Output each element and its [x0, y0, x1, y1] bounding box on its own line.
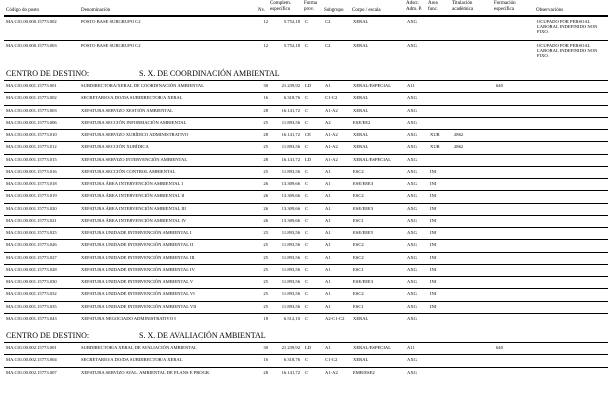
- cell-nv: 28: [263, 156, 268, 162]
- row-divider: [4, 203, 608, 204]
- cell-sub: A1: [325, 266, 331, 272]
- header-complem-especifico: Complem. específico: [270, 1, 291, 12]
- row-divider: [4, 16, 608, 17]
- cell-forma: C: [305, 107, 309, 113]
- cell-code: MA.C01.00.001.15773.002: [6, 95, 57, 101]
- cell-name: SUBDIRECTOR/A XERAL DE AVALIACIÓN AMBIENTAL: [81, 345, 197, 350]
- row-divider: [4, 141, 608, 142]
- cell-adscr: AXG: [407, 95, 417, 101]
- cell-code: MA.C01.00.001.15773.001: [6, 83, 57, 88]
- cell-name: XEFATURA NEGOCIADO ADMINISTRATIVO I: [81, 315, 176, 321]
- cell-area: XUR: [430, 144, 440, 150]
- cell-area: INI: [430, 217, 437, 223]
- cell-corpo: ESC1: [353, 266, 364, 272]
- cell-forma: C: [305, 217, 309, 223]
- cell-nv: 25: [263, 119, 268, 125]
- cell-comp: 13.309,66: [281, 205, 300, 211]
- cell-code: MA.C01.00.001.15773.003: [6, 107, 57, 113]
- cell-adscr: AXG: [407, 291, 417, 297]
- cell-adscr: AXG: [407, 315, 417, 321]
- cell-comp: 21.239,92: [281, 83, 300, 88]
- row-divider: [4, 342, 608, 343]
- row-divider: [4, 215, 608, 216]
- cell-nv: 25: [263, 266, 268, 272]
- cell-name: XEFATURA SECCIÓN CONTROL AMBIENTAL: [81, 168, 176, 174]
- cell-forma: C: [305, 315, 309, 321]
- cell-corpo: ESE/EEE3: [353, 205, 374, 211]
- cell-code: MA.C01.00.001.15773.010: [6, 132, 57, 137]
- cell-sub: C1-C2: [325, 357, 338, 363]
- cell-comp: 13.309,66: [281, 217, 300, 223]
- cell-adscr: AXG: [407, 205, 417, 211]
- cell-adscr: AXG: [407, 156, 417, 162]
- cell-corpo: ESC2: [353, 193, 364, 199]
- cell-name: XEFATURA UNIDADE INTERVENCIÓN AMBIENTAL VI: [81, 291, 195, 297]
- cell-name: XEFATURA UNIDADE INTERVENCIÓN AMBIENTAL IV: [81, 266, 195, 272]
- cell-corpo: XERAL: [353, 43, 369, 48]
- cell-comp: 11.893,56: [281, 144, 300, 150]
- cell-adscr: AXG: [407, 266, 417, 272]
- cell-comp: 11.893,56: [281, 291, 300, 297]
- cell-adscr: AXG: [407, 43, 417, 48]
- cell-code: MA.C01.00.001.15773.012: [6, 144, 57, 150]
- header-nv: Nv.: [258, 8, 266, 13]
- cell-corpo: EMB/ESE2: [353, 369, 375, 375]
- header-forma: Forma prov.: [304, 1, 318, 12]
- cell-area: INI: [430, 230, 437, 235]
- cell-name: XEFATURA ÁREA INTERVENCIÓN AMBIENTAL II: [81, 193, 185, 199]
- row-divider: [4, 313, 608, 314]
- cell-nv: 26: [263, 217, 268, 223]
- cell-forma: C: [305, 242, 309, 248]
- cell-name: XEFATURA SECCIÓN INFORMACIÓN AMBIENTAL: [81, 119, 187, 125]
- cell-name: XEFATURA SERVIZO AVAL. AMBIENTAL DE PLANS E PROGR.: [81, 369, 211, 375]
- cell-sub: A2-C1-C2: [325, 315, 345, 321]
- cell-area: XUR: [430, 132, 440, 137]
- cell-forma: C: [305, 144, 309, 150]
- cell-comp: 13.309,66: [281, 181, 300, 186]
- cell-sub: A1-A2: [325, 144, 338, 150]
- cell-code: MA.C01.00.001.15773.028: [6, 266, 57, 272]
- cell-adscr: AXG: [407, 19, 417, 24]
- cell-name: SECRETARIO/A DO/DA SUBDIRECTOR/A XERAL: [81, 95, 183, 101]
- cell-comp: 6.318,76: [283, 357, 300, 363]
- cell-corpo: XERAL/ESPECIAL: [353, 345, 392, 350]
- cell-nv: 28: [263, 369, 268, 375]
- cell-area: INI: [430, 205, 437, 211]
- cell-nv: 28: [263, 107, 268, 113]
- cell-adscr: AXG: [407, 279, 417, 284]
- cell-forma: CE: [305, 132, 311, 137]
- cell-adscr: AXG: [407, 132, 417, 137]
- header-denominacion: Denominación: [81, 8, 111, 13]
- cell-code: MA.C01.00.001.15773.043: [6, 315, 57, 321]
- cell-code: MA.C01.00.002.15773.007: [6, 369, 57, 375]
- cell-code: MA.C01.00.002.15773.001: [6, 345, 57, 350]
- cell-sub: A1: [325, 217, 331, 223]
- cell-nv: 25: [263, 144, 268, 150]
- cell-comp: 11.893,56: [281, 168, 300, 174]
- cell-name: XEFATURA UNIDADE INTERVENCIÓN AMBIENTAL V: [81, 279, 194, 284]
- row-divider: [4, 80, 608, 81]
- row-divider: [4, 276, 608, 277]
- cell-nv: 12: [263, 43, 268, 48]
- cell-corpo: XERAL: [353, 315, 369, 321]
- cell-tit: 2862: [454, 144, 464, 150]
- cell-form: 640: [496, 345, 503, 350]
- header-area: Área func.: [428, 1, 439, 12]
- cell-corpo: ESC2: [353, 242, 364, 248]
- cell-obs: OCUPADO POR PERSOAL LABORAL INDEFINIDO NON FIXO.: [537, 19, 598, 34]
- cell-adscr: AXG: [407, 369, 417, 375]
- cell-corpo: ESC1: [353, 303, 364, 309]
- cell-adscr: AXG: [407, 119, 417, 125]
- cell-nv: 28: [263, 132, 268, 137]
- header-codigo: Código do posto: [6, 8, 40, 13]
- cell-name: XEFATURA SERVIZO XURÍDICO ADMINISTRATIVO: [81, 132, 189, 137]
- row-divider: [4, 239, 608, 240]
- cell-corpo: ESE/EEE3: [353, 181, 374, 186]
- cell-forma: C: [305, 279, 309, 284]
- cell-corpo: ESE/EE2: [353, 119, 371, 125]
- cell-nv: 25: [263, 168, 268, 174]
- cell-sub: A1: [325, 181, 331, 186]
- cell-corpo: XERAL: [353, 19, 369, 24]
- cell-adscr: AXG: [407, 230, 417, 235]
- cell-sub: A1: [325, 168, 331, 174]
- cell-nv: 16: [263, 95, 268, 101]
- cell-code: MA.C01.00.000.15773.002: [6, 19, 57, 24]
- cell-nv: 25: [263, 291, 268, 297]
- cell-forma: C: [305, 168, 309, 174]
- cell-corpo: ESE/EEE5: [353, 230, 374, 235]
- cell-forma: C: [305, 254, 309, 260]
- cell-corpo: XERAL/ESPECIAL: [353, 83, 392, 88]
- cell-code: MA.C01.00.001.15773.027: [6, 254, 57, 260]
- cell-sub: A1: [325, 303, 331, 309]
- cell-corpo: XERAL: [353, 95, 369, 101]
- cell-nv: 25: [263, 254, 268, 260]
- cell-forma: C: [305, 230, 309, 235]
- cell-code: MA.C01.00.001.15773.035: [6, 303, 57, 309]
- cell-area: INI: [430, 242, 437, 248]
- cell-sub: A1-A2: [325, 156, 338, 162]
- cell-area: INI: [430, 168, 437, 174]
- cell-forma: C: [305, 181, 309, 186]
- cell-nv: 30: [263, 345, 268, 350]
- cell-forma: LD: [305, 156, 312, 162]
- cell-area: INI: [430, 303, 437, 309]
- cell-name: XEFATURA SERVIZO INTERVENCIÓN AMBIENTAL: [81, 156, 188, 162]
- section1-name: S. X. DE COORDINACIÓN AMBIENTAL: [139, 69, 280, 78]
- cell-sub: A1: [325, 291, 331, 297]
- cell-forma: C: [305, 291, 309, 297]
- cell-comp: 11.893,56: [281, 254, 300, 260]
- cell-comp: 5.752,18: [283, 43, 300, 48]
- cell-code: MA.C01.00.001.15773.016: [6, 168, 57, 174]
- header-observaciones: Observacións: [536, 8, 564, 13]
- row-divider: [4, 178, 608, 179]
- header-adscr: Adscr. Adm. P.: [406, 1, 422, 12]
- cell-comp: 21.239,92: [281, 345, 300, 350]
- section2-label: CENTRO DE DESTINO:: [6, 331, 90, 340]
- cell-comp: 16.141,72: [281, 156, 300, 162]
- row-divider: [4, 354, 608, 355]
- cell-corpo: ESC2: [353, 291, 364, 297]
- cell-nv: 25: [263, 279, 268, 284]
- cell-forma: C: [305, 43, 309, 48]
- cell-code: MA.C01.00.001.15773.018: [6, 181, 57, 186]
- row-divider: [4, 129, 608, 130]
- cell-forma: C: [305, 19, 309, 24]
- cell-name: SUBDIRECTORA/XERAL DE COORDINACIÓN AMBIENTAL: [81, 83, 205, 88]
- cell-forma: C: [305, 303, 309, 309]
- cell-sub: A1: [325, 279, 331, 284]
- cell-comp: 11.893,56: [281, 230, 300, 235]
- cell-comp: 16.141,72: [281, 107, 300, 113]
- cell-nv: 26: [263, 193, 268, 199]
- cell-corpo: XERAL: [353, 107, 369, 113]
- cell-corpo: XERAL/ESPECIAL: [353, 156, 392, 162]
- cell-area: INI: [430, 291, 437, 297]
- cell-corpo: ESC1: [353, 217, 364, 223]
- cell-adscr: AXG: [407, 193, 417, 199]
- cell-comp: 11.893,56: [281, 303, 300, 309]
- cell-corpo: ESE/EEE3: [353, 279, 374, 284]
- cell-sub: C2: [325, 19, 331, 24]
- cell-sub: A1: [325, 83, 331, 88]
- cell-comp: 11.893,56: [281, 266, 300, 272]
- row-divider: [4, 227, 608, 228]
- section1-label: CENTRO DE DESTINO:: [6, 69, 90, 78]
- cell-adscr: A11: [407, 83, 415, 88]
- cell-nv: 25: [263, 303, 268, 309]
- cell-forma: C: [305, 95, 309, 101]
- cell-adscr: AXG: [407, 168, 417, 174]
- cell-sub: A1: [325, 254, 331, 260]
- cell-name: XEFATURA ÁREA INTERVENCIÓN AMBIENTAL III: [81, 205, 186, 211]
- cell-area: INI: [430, 181, 437, 186]
- cell-forma: C: [305, 205, 309, 211]
- cell-corpo: XERAL: [353, 357, 369, 363]
- row-divider: [4, 264, 608, 265]
- cell-name: XEFATURA SERVIZO XESTIÓN AMBIENTAL: [81, 107, 173, 113]
- cell-name: XEFATURA SECCIÓN XURÍDICA: [81, 144, 149, 150]
- cell-corpo: XERAL: [353, 144, 369, 150]
- header-formacion: Formación específica: [494, 1, 516, 12]
- cell-nv: 12: [263, 19, 268, 24]
- cell-forma: C: [305, 369, 309, 375]
- cell-nv: 30: [263, 83, 268, 88]
- header-titulacion: Titulación académica: [452, 1, 474, 12]
- cell-code: MA.C01.00.001.15773.015: [6, 156, 57, 162]
- cell-sub: A1-A2: [325, 107, 338, 113]
- cell-sub: A2: [325, 119, 331, 125]
- row-divider: [4, 117, 608, 118]
- cell-code: MA.C01.00.001.15773.006: [6, 119, 57, 125]
- cell-form: 640: [496, 83, 503, 88]
- cell-area: INI: [430, 193, 437, 199]
- header-corpo: Corpo / escala: [352, 8, 381, 13]
- cell-comp: 5.752,18: [283, 19, 300, 24]
- cell-sub: A1-A2: [325, 369, 338, 375]
- cell-forma: C: [305, 357, 309, 363]
- cell-comp: 6.318,76: [283, 95, 300, 101]
- cell-tit: 2862: [454, 132, 464, 137]
- cell-sub: A1: [325, 193, 331, 199]
- cell-adscr: AXG: [407, 303, 417, 309]
- cell-code: MA.C01.00.000.15773.003: [6, 43, 57, 48]
- cell-nv: 25: [263, 242, 268, 248]
- row-divider: [4, 40, 608, 41]
- cell-comp: 16.141,72: [281, 369, 300, 375]
- cell-adscr: AXG: [407, 107, 417, 113]
- cell-nv: 25: [263, 230, 268, 235]
- cell-sub: A1: [325, 230, 331, 235]
- cell-obs: OCUPADO POR PERSOAL LABORAL INDEFINIDO NON FIXO.: [537, 43, 598, 58]
- cell-code: MA.C01.00.001.15773.025: [6, 230, 57, 235]
- cell-corpo: XERAL: [353, 132, 369, 137]
- row-divider: [4, 154, 608, 155]
- row-divider: [4, 92, 608, 93]
- cell-comp: 6.512,10: [283, 315, 300, 321]
- cell-comp: 13.309,66: [281, 193, 300, 199]
- cell-nv: 16: [263, 357, 268, 363]
- row-divider: [4, 301, 608, 302]
- row-divider: [4, 367, 608, 368]
- cell-forma: LD: [305, 83, 312, 88]
- cell-adscr: AXG: [407, 144, 417, 150]
- cell-comp: 11.893,56: [281, 279, 300, 284]
- cell-adscr: AXG: [407, 357, 417, 363]
- cell-comp: 11.893,56: [281, 119, 300, 125]
- cell-area: INI: [430, 266, 437, 272]
- cell-corpo: ESC2: [353, 168, 364, 174]
- cell-nv: 18: [263, 315, 268, 321]
- cell-adscr: AXG: [407, 217, 417, 223]
- cell-name: POSTO BASE SUBGRUPO C2: [81, 43, 141, 48]
- cell-name: XEFATURA UNIDADE INTERVENCIÓN AMBIENTAL VII: [81, 303, 197, 309]
- cell-name: XEFATURA ÁREA INTERVENCIÓN AMBIENTAL I: [81, 181, 183, 186]
- cell-nv: 26: [263, 205, 268, 211]
- cell-sub: A1-A2: [325, 132, 338, 137]
- section2-name: S. X. DE AVALIACIÓN AMBIENTAL: [139, 331, 266, 340]
- cell-name: POSTO BASE SUBGRUPO C2: [81, 19, 141, 24]
- cell-area: INI: [430, 254, 437, 260]
- cell-sub: A1: [325, 242, 331, 248]
- cell-code: MA.C01.00.001.15773.026: [6, 242, 57, 248]
- row-divider: [4, 166, 608, 167]
- cell-comp: 16.141,72: [281, 132, 300, 137]
- cell-forma: LD: [305, 345, 312, 350]
- cell-forma: C: [305, 193, 309, 199]
- cell-code: MA.C01.00.001.15773.019: [6, 193, 57, 199]
- cell-sub: C2: [325, 43, 331, 48]
- cell-sub: A1: [325, 345, 331, 350]
- row-divider: [4, 190, 608, 191]
- cell-corpo: ESC2: [353, 254, 364, 260]
- header-subgrupo: Subgrupo: [324, 8, 344, 13]
- cell-code: MA.C01.00.002.15773.004: [6, 357, 57, 363]
- cell-name: XEFATURA UNIDADE INTERVENCIÓN AMBIENTAL III: [81, 254, 195, 260]
- cell-name: XEFATURA UNIDADE INTERVENCIÓN AMBIENTAL I: [81, 230, 192, 235]
- row-divider: [4, 105, 608, 106]
- cell-name: SECRETARIO/A DO/DA SUBDIRECTOR/A XERAL: [81, 357, 183, 363]
- cell-name: XEFATURA ÁREA INTERVENCIÓN AMBIENTAL IV: [81, 217, 187, 223]
- cell-name: XEFATURA UNIDADE INTERVENCIÓN AMBIENTAL II: [81, 242, 194, 248]
- cell-code: MA.C01.00.001.15773.032: [6, 291, 57, 297]
- cell-forma: C: [305, 266, 309, 272]
- cell-adscr: AXG: [407, 254, 417, 260]
- cell-area: INI: [430, 279, 437, 284]
- cell-sub: A1: [325, 205, 331, 211]
- cell-adscr: AXG: [407, 181, 417, 186]
- cell-adscr: A11: [407, 345, 415, 350]
- row-divider: [4, 252, 608, 253]
- cell-adscr: AXG: [407, 242, 417, 248]
- row-divider: [4, 288, 608, 289]
- cell-nv: 26: [263, 181, 268, 186]
- cell-code: MA.C01.00.001.15773.021: [6, 217, 57, 223]
- cell-forma: C: [305, 119, 309, 125]
- cell-code: MA.C01.00.001.15773.030: [6, 279, 57, 284]
- cell-comp: 11.893,56: [281, 242, 300, 248]
- cell-code: MA.C01.00.001.15773.020: [6, 205, 57, 211]
- cell-sub: C1-C2: [325, 95, 338, 101]
